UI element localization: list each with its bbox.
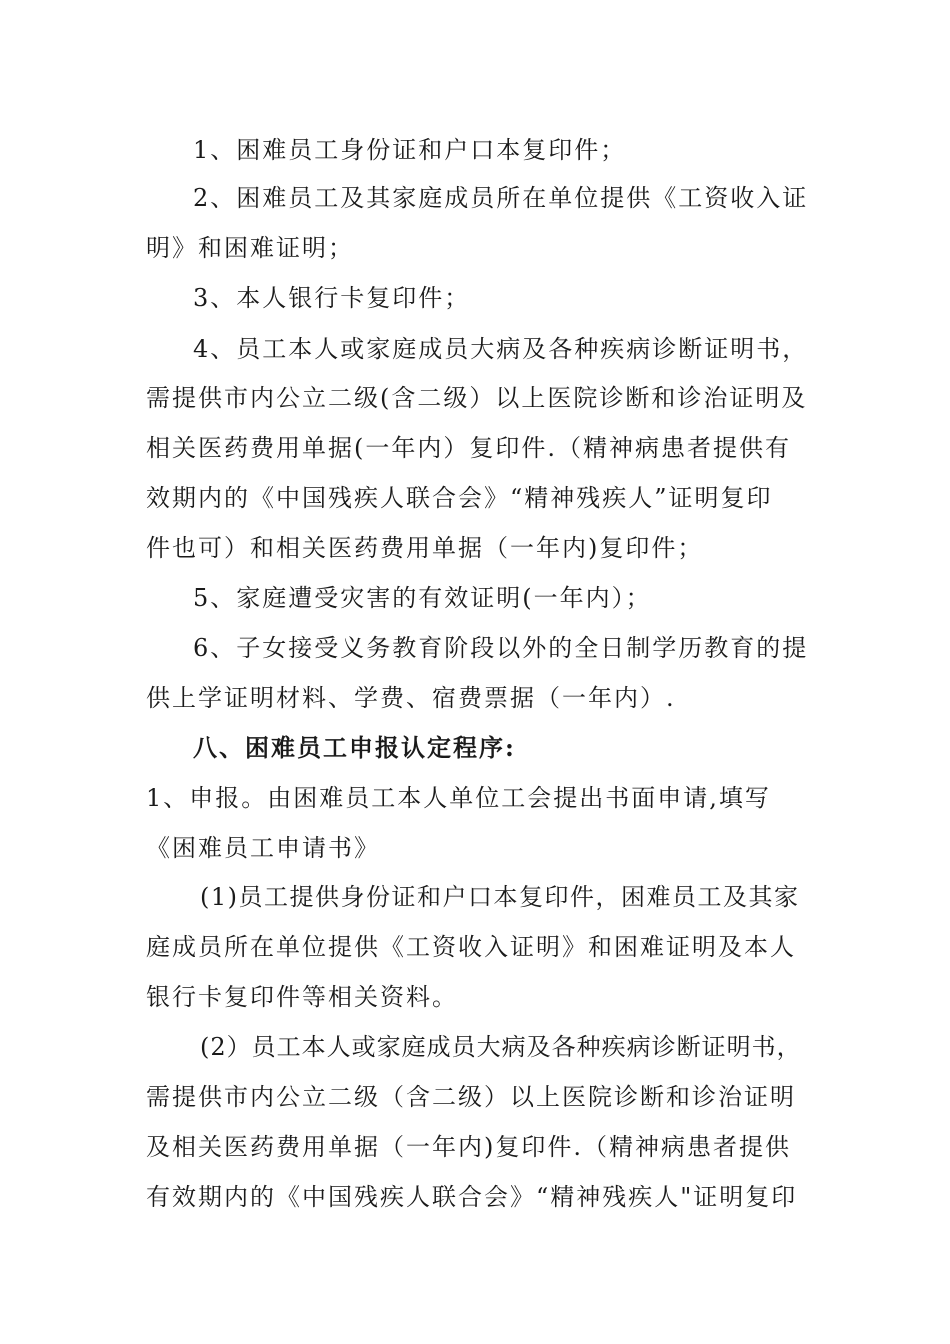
text-line: 明》和困难证明； <box>146 234 354 262</box>
text-line: 庭成员所在单位提供《工资收入证明》和困难证明及本人 <box>146 933 796 961</box>
text-line: 相关医药费用单据(一年内）复印件.（精神病患者提供有 <box>146 434 791 462</box>
text-line: 4、员工本人或家庭成员大病及各种疾病诊断证明书， <box>193 335 809 363</box>
text-line: 6、子女接受义务教育阶段以外的全日制学历教育的提 <box>193 634 809 662</box>
text-line: (1)员工提供身份证和户口本复印件，困难员工及其家 <box>200 883 800 911</box>
text-line: 银行卡复印件等相关资料。 <box>146 983 458 1011</box>
text-line: 1、申报。由困难员工本人单位工会提出书面申请,填写 <box>146 784 771 812</box>
text-line: 3、本人银行卡复印件； <box>193 284 471 312</box>
text-line: (2）员工本人或家庭成员大病及各种疾病诊断证明书， <box>200 1033 802 1061</box>
text-line: 《困难员工申请书》 <box>146 834 380 862</box>
text-line: 2、困难员工及其家庭成员所在单位提供《工资收入证 <box>193 184 809 212</box>
text-line: 供上学证明材料、学费、宿费票据（一年内）. <box>146 684 676 712</box>
text-line: 件也可）和相关医药费用单据（一年内)复印件； <box>146 534 704 562</box>
text-line: 及相关医药费用单据（一年内)复印件.（精神病患者提供 <box>146 1133 791 1161</box>
text-line: 有效期内的《中国残疾人联合会》“精神残疾人"证明复印 <box>146 1183 798 1211</box>
text-line: 效期内的《中国残疾人联合会》“精神残疾人”证明复印 <box>146 484 773 512</box>
text-line: 1、困难员工身份证和户口本复印件； <box>193 136 627 164</box>
text-line: 需提供市内公立二级(含二级）以上医院诊断和诊治证明及 <box>146 384 808 412</box>
section-heading: 八、困难员工申报认定程序: <box>193 733 516 762</box>
text-line: 需提供市内公立二级（含二级）以上医院诊断和诊治证明 <box>146 1083 796 1111</box>
text-line: 5、家庭遭受灾害的有效证明(一年内）； <box>193 584 652 612</box>
